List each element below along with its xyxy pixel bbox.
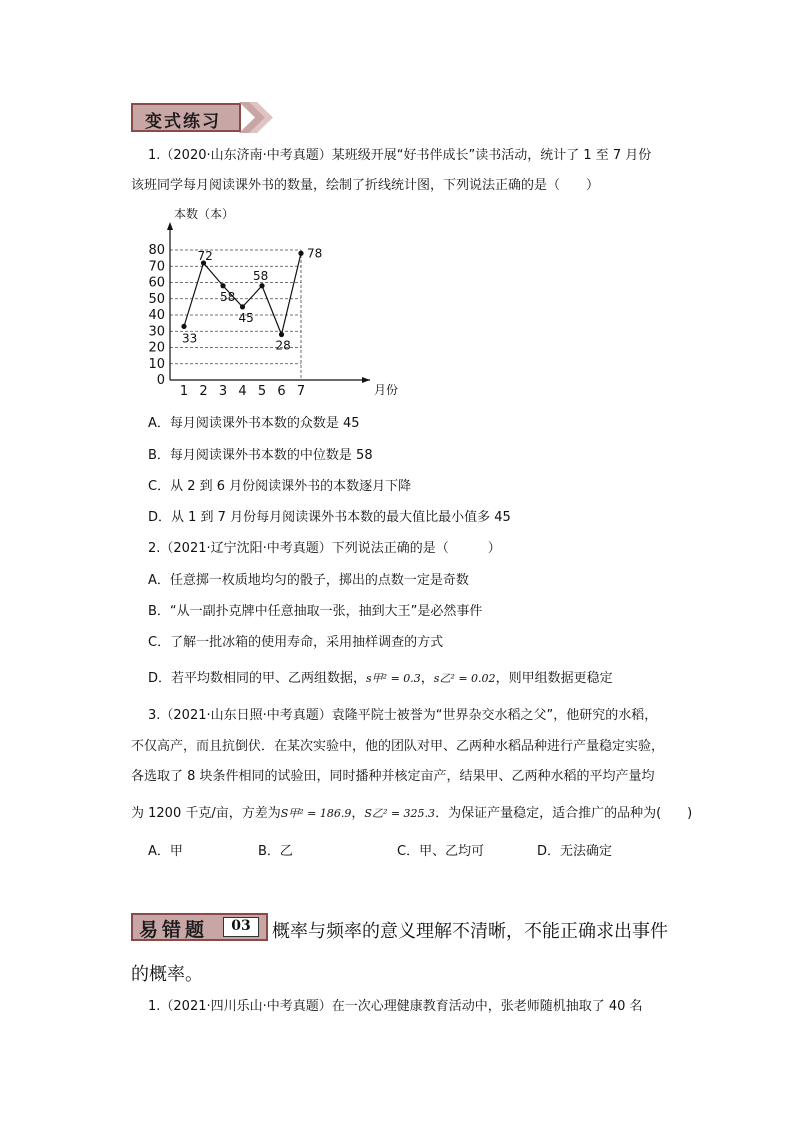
q3-line4-suffix: ．为保证产量稳定，适合推广的品种为( ) (435, 806, 693, 821)
y-tick-label: 10 (148, 356, 165, 372)
q2-option-d-suffix: ，则甲组数据更稳定 (495, 671, 613, 686)
y-axis-arrow-icon (167, 222, 173, 230)
q2-option-d (148, 670, 613, 688)
q1-text-line1: 1.（2020·山东济南·中考真题）某班级开展“好书伴成长”读书活动，统计了 1 至 7 月份 (148, 148, 652, 163)
q3-text-line3: 各选取了 8 块条件相同的试验田，同时播种并核定亩产，结果甲、乙两种水稻的平均产量均 (131, 769, 655, 784)
q3-formula-variance-b: S乙² = 325.3 (364, 807, 436, 820)
x-tick-label: 3 (218, 384, 228, 399)
y-tick-label: 50 (148, 291, 165, 307)
chart-grid (170, 250, 301, 380)
q1-option-d: D．从 1 到 7 月份每月阅读课外书本数的最大值比最小值多 45 (148, 510, 511, 525)
x-tick-label: 4 (238, 384, 247, 399)
data-point (220, 283, 225, 288)
q3-option-b: B．乙 (258, 844, 293, 859)
chart-y-ticks (148, 243, 165, 388)
data-label: 78 (307, 246, 323, 261)
data-point (259, 283, 264, 288)
q3-line4-prefix: 为 1200 千克/亩，方差为 (131, 806, 281, 821)
x-tick-label: 1 (179, 384, 189, 399)
y-tick-label: 20 (148, 340, 165, 356)
y-tick-label: 40 (148, 308, 165, 323)
q2-option-d-prefix: D．若平均数相同的甲、乙两组数据， (148, 671, 367, 686)
chart-x-ticks (180, 384, 305, 399)
q2-option-d-separator: ， (420, 671, 434, 686)
data-label: 28 (275, 338, 291, 353)
q3-option-d: D．无法确定 (537, 844, 613, 859)
q1-text-line2: 该班同学每月阅读课外书的数量，绘制了折线统计图，下列说法正确的是（ ） (131, 178, 600, 193)
x-tick-label: 5 (257, 384, 267, 399)
line-chart (140, 200, 430, 400)
data-point (240, 304, 245, 309)
q3-formula-variance-a: S甲² = 186.9 (280, 807, 352, 820)
x-tick-label: 7 (296, 384, 306, 399)
x-axis-arrow-icon (362, 377, 370, 383)
q2-option-c: C．了解一批冰箱的使用寿命，采用抽样调查的方式 (148, 635, 444, 650)
q3-text-line1: 3.（2021·山东日照·中考真题）袁隆平院士被誉为“世界杂交水稻之父”，他研究的水稻， (148, 708, 658, 723)
data-label: 72 (197, 249, 213, 263)
data-point (181, 324, 186, 329)
error-banner-number: 03 (223, 917, 259, 937)
data-point (298, 251, 303, 256)
q1-option-c: C．从 2 到 6 月份阅读课外书的本数逐月下降 (148, 479, 412, 494)
banner-label: 变式练习 (145, 112, 221, 132)
section2-heading-line1: 概率与频率的意义理解不清晰，不能正确求出事件 (272, 921, 668, 942)
q3-text-line4 (131, 805, 692, 823)
q1-option-a: A．每月阅读课外书本数的众数是 45 (148, 416, 360, 431)
q2-option-b: B．“从一副扑克牌中任意抽取一张，抽到大王”是必然事件 (148, 604, 483, 619)
q3-option-a: A．甲 (148, 844, 183, 859)
data-label: 33 (182, 331, 198, 346)
q2-formula-variance-b: s乙² = 0.02 (433, 672, 496, 685)
q2-text-line1: 2.（2021·辽宁沈阳·中考真题）下列说法正确的是（ ） (148, 541, 501, 556)
y-tick-label: 30 (148, 324, 165, 340)
q4-text-line1: 1.（2021·四川乐山·中考真题）在一次心理健康教育活动中，张老师随机抽取了 40 名 (148, 999, 643, 1014)
q3-line4-separator: ， (351, 806, 365, 821)
q3-option-c: C．甲、乙均可 (397, 844, 485, 859)
q3-text-line2: 不仅高产，而且抗倒伏．在某次实验中，他的团队对甲、乙两种水稻品种进行产量稳定实验， (131, 739, 665, 754)
data-label: 58 (253, 268, 269, 283)
q2-option-a: A．任意掷一枚质地均匀的骰子，掷出的点数一定是奇数 (148, 573, 469, 588)
error-banner-label: 易错题 (139, 919, 209, 941)
section2-heading-line2: 的概率。 (131, 964, 203, 985)
chart-y-axis-label: 本数（本） (174, 207, 235, 221)
chart-x-axis-label: 月份 (374, 383, 399, 397)
y-tick-label: 80 (148, 243, 165, 258)
x-tick-label: 2 (199, 384, 208, 399)
section-banner (131, 103, 241, 132)
data-label: 45 (238, 310, 254, 325)
data-point (279, 332, 284, 337)
x-tick-label: 6 (277, 384, 286, 399)
q2-formula-variance-a: s甲² = 0.3 (366, 672, 421, 685)
data-label: 58 (220, 289, 236, 304)
banner-arrow-icon (239, 102, 273, 133)
q1-option-b: B．每月阅读课外书本数的中位数是 58 (148, 448, 373, 463)
y-tick-label: 70 (148, 259, 165, 275)
y-tick-label: 60 (148, 275, 165, 291)
y-tick-label: 0 (156, 373, 165, 388)
